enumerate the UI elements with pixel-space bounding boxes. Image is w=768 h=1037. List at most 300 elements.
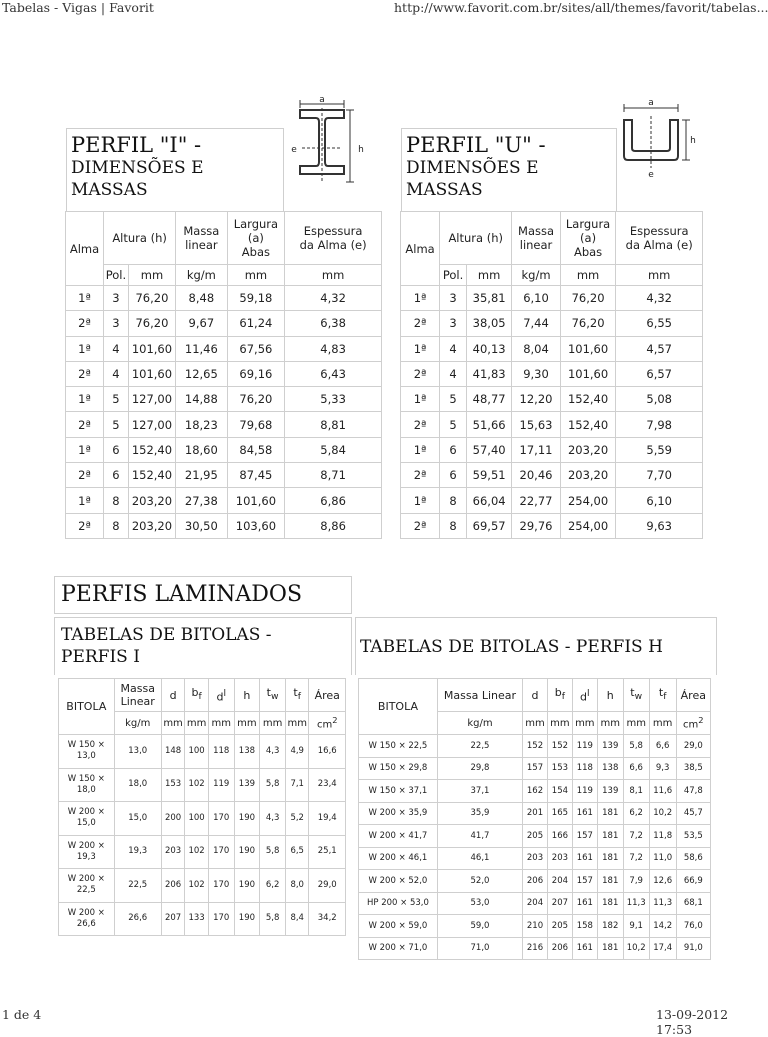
perfil-i-title-box: [66, 128, 284, 213]
table-cell: 7,98: [616, 412, 703, 437]
table-cell: 6,6: [623, 757, 649, 780]
table-cell: 76,20: [227, 387, 285, 412]
table-cell: 138: [234, 735, 260, 769]
table-cell: 3: [440, 286, 467, 311]
table-cell: 203: [161, 835, 185, 869]
table-cell: 5: [440, 387, 467, 412]
unit-mm: mm: [285, 265, 382, 286]
table-cell: 7,2: [623, 847, 649, 870]
table-cell: 57,40: [466, 437, 511, 462]
table-row: [401, 513, 703, 538]
table-row: [359, 780, 711, 803]
col-header-massa: Massa linear: [176, 212, 227, 265]
col-header-massa-linear: Massa Linear: [437, 679, 522, 712]
table-cell: 7,2: [623, 825, 649, 848]
col-header-h: h: [597, 679, 623, 712]
table-cell: 182: [597, 915, 623, 938]
table-cell: 102: [185, 768, 209, 802]
table-cell: 181: [597, 847, 623, 870]
table-row: [66, 463, 382, 488]
perfil-u-subtitle-1: DIMENSÕES E: [406, 158, 539, 178]
table-cell: 101,60: [128, 336, 175, 361]
table-cell: 9,67: [176, 311, 227, 336]
table-cell: W 200 × 52,0: [359, 870, 438, 893]
laminados-h-title: TABELAS DE BITOLAS - PERFIS H: [360, 637, 663, 657]
table-cell: 5,2: [285, 802, 309, 836]
perfil-u-title-box: [401, 128, 617, 213]
table-cell: 148: [161, 735, 185, 769]
col-header-bf: $b_f$: [547, 679, 572, 712]
table-cell: 47,8: [676, 780, 710, 803]
col-header-largura: Largura (a) Abas: [227, 212, 285, 265]
table-cell: 8: [440, 513, 467, 538]
table-cell: 165: [547, 802, 572, 825]
table-row: [359, 735, 711, 758]
table-cell: 58,6: [676, 847, 710, 870]
cell-bitola: W 200 × 26,6: [59, 902, 115, 936]
table-cell: W 200 × 59,0: [359, 915, 438, 938]
table-cell: 158: [572, 915, 597, 938]
table-cell: 205: [547, 915, 572, 938]
table-cell: 17,11: [512, 437, 560, 462]
table-cell: 152,40: [128, 437, 175, 462]
table-cell: 11,46: [176, 336, 227, 361]
table-cell: 162: [523, 780, 548, 803]
col-header-massa: Massa linear: [512, 212, 560, 265]
table-cell: 216: [523, 937, 548, 960]
table-cell: 203,20: [560, 463, 616, 488]
table-cell: 6,43: [285, 361, 382, 386]
table-cell: 153: [161, 768, 185, 802]
perfil-u-subtitle-2: MASSAS: [406, 180, 483, 200]
unit-mm: mm: [208, 712, 234, 735]
col-header-massa: Massa Linear: [114, 679, 161, 712]
table-cell: 2ª: [401, 513, 440, 538]
table-cell: 8: [104, 513, 129, 538]
col-header-area: Área: [676, 679, 710, 712]
table-cell: 84,58: [227, 437, 285, 462]
col-header-bitola: BITOLA: [359, 679, 438, 735]
table-cell: 53,0: [437, 892, 522, 915]
table-cell: 203,20: [128, 488, 175, 513]
col-header-espessura: Espessura da Alma (e): [285, 212, 382, 265]
table-cell: 29,76: [512, 513, 560, 538]
table-cell: 6,86: [285, 488, 382, 513]
table-cell: 2ª: [66, 412, 104, 437]
col-header-area: Área: [309, 679, 346, 712]
table-cell: 67,56: [227, 336, 285, 361]
perfil-i-diagram-icon: [286, 94, 370, 186]
table-cell: 1ª: [401, 286, 440, 311]
laminados-h-title-box: [355, 617, 717, 675]
table-cell: 138: [597, 757, 623, 780]
table-cell: 11,6: [649, 780, 676, 803]
col-header-altura: Altura (h): [104, 212, 176, 265]
table-cell: 4: [440, 361, 467, 386]
table-cell: 69,57: [466, 513, 511, 538]
table-cell: 4,57: [616, 336, 703, 361]
table-cell: W 150 × 22,5: [359, 735, 438, 758]
col-header-tw: $t_w$: [260, 679, 286, 712]
table-cell: 206: [547, 937, 572, 960]
table-cell: 21,95: [176, 463, 227, 488]
unit-mm: mm: [260, 712, 286, 735]
unit-kgm: kg/m: [114, 712, 161, 735]
table-cell: 59,18: [227, 286, 285, 311]
col-header-bitola: BITOLA: [59, 679, 115, 735]
table-cell: 51,66: [466, 412, 511, 437]
table-row: [59, 735, 346, 769]
table-cell: 118: [208, 735, 234, 769]
table-row: [66, 361, 382, 386]
table-cell: 11,0: [649, 847, 676, 870]
table-cell: 12,6: [649, 870, 676, 893]
unit-mm: mm: [597, 712, 623, 735]
table-cell: 6,10: [512, 286, 560, 311]
table-cell: 207: [547, 892, 572, 915]
table-cell: 59,0: [437, 915, 522, 938]
table-cell: 9,3: [649, 757, 676, 780]
table-cell: 6,55: [616, 311, 703, 336]
table-cell: 203,20: [560, 437, 616, 462]
col-header-d: d: [161, 679, 185, 712]
table-cell: 152,40: [128, 463, 175, 488]
table-row: [59, 835, 346, 869]
perfil-i-fig-h: h: [358, 145, 364, 155]
table-row: [66, 513, 382, 538]
table-cell: 76,20: [128, 286, 175, 311]
table-cell: 200: [161, 802, 185, 836]
table-cell: 6,38: [285, 311, 382, 336]
perfil-u-fig-h: h: [690, 136, 696, 146]
unit-pol: Pol.: [440, 265, 467, 286]
col-header-alma: Alma: [66, 212, 104, 286]
table-cell: W 200 × 41,7: [359, 825, 438, 848]
table-cell: 34,2: [309, 902, 346, 936]
perfil-i-table: [65, 211, 382, 539]
table-cell: 101,60: [227, 488, 285, 513]
table-cell: 6,57: [616, 361, 703, 386]
table-cell: 139: [234, 768, 260, 802]
table-cell: 6: [104, 437, 129, 462]
table-cell: 18,60: [176, 437, 227, 462]
table-cell: 206: [523, 870, 548, 893]
perfil-i-subtitle-1: DIMENSÕES E: [71, 158, 204, 178]
table-cell: 190: [234, 902, 260, 936]
table-row: [66, 437, 382, 462]
table-cell: 161: [572, 892, 597, 915]
table-cell: 18,23: [176, 412, 227, 437]
table-row: [401, 387, 703, 412]
table-cell: 46,1: [437, 847, 522, 870]
table-cell: 181: [597, 892, 623, 915]
laminados-title-box: [54, 576, 352, 614]
table-cell: 4,3: [260, 802, 286, 836]
table-cell: 254,00: [560, 513, 616, 538]
table-cell: 206: [161, 869, 185, 903]
table-row: [401, 412, 703, 437]
table-cell: 205: [523, 825, 548, 848]
table-cell: 41,83: [466, 361, 511, 386]
perfil-i-fig-a: a: [319, 95, 325, 105]
table-cell: 8,4: [285, 902, 309, 936]
table-cell: 3: [440, 311, 467, 336]
table-cell: 2ª: [66, 463, 104, 488]
table-cell: 22,5: [437, 735, 522, 758]
table-cell: 204: [523, 892, 548, 915]
table-cell: 1ª: [66, 286, 104, 311]
col-header-altura: Altura (h): [440, 212, 512, 265]
table-cell: 76,20: [128, 311, 175, 336]
table-cell: 4,3: [260, 735, 286, 769]
table-row: [401, 463, 703, 488]
table-cell: 6: [104, 463, 129, 488]
print-header-url: http://www.favorit.com.br/sites/all/themes/favorit/tabelas...: [394, 0, 768, 15]
table-cell: 22,77: [512, 488, 560, 513]
table-cell: 1ª: [401, 488, 440, 513]
table-cell: 8: [104, 488, 129, 513]
unit-cm2: $cm^2$: [676, 712, 710, 735]
table-cell: 13,0: [114, 735, 161, 769]
table-row: [66, 488, 382, 513]
table-cell: 11,3: [623, 892, 649, 915]
table-cell: 190: [234, 835, 260, 869]
table-cell: 7,44: [512, 311, 560, 336]
table-cell: 5,8: [623, 735, 649, 758]
table-cell: 26,6: [114, 902, 161, 936]
table-cell: 40,13: [466, 336, 511, 361]
table-row: [59, 768, 346, 802]
table-cell: 8,48: [176, 286, 227, 311]
table-cell: 10,2: [623, 937, 649, 960]
col-header-h: h: [234, 679, 260, 712]
unit-mm: mm: [128, 265, 175, 286]
table-cell: 5,84: [285, 437, 382, 462]
table-cell: 38,5: [676, 757, 710, 780]
table-cell: 9,1: [623, 915, 649, 938]
unit-mm: mm: [649, 712, 676, 735]
unit-kgm: kg/m: [437, 712, 522, 735]
table-cell: 5,33: [285, 387, 382, 412]
unit-mm: mm: [285, 712, 309, 735]
table-cell: 19,3: [114, 835, 161, 869]
table-row: [359, 847, 711, 870]
table-cell: 53,5: [676, 825, 710, 848]
table-cell: 2ª: [401, 361, 440, 386]
col-header-dl: $d^l$: [572, 679, 597, 712]
table-cell: 10,2: [649, 802, 676, 825]
table-cell: 41,7: [437, 825, 522, 848]
table-cell: 7,70: [616, 463, 703, 488]
table-cell: 1ª: [401, 437, 440, 462]
table-cell: 203,20: [128, 513, 175, 538]
table-row: [401, 488, 703, 513]
table-cell: 161: [572, 937, 597, 960]
table-cell: 6: [440, 463, 467, 488]
table-cell: 152,40: [560, 412, 616, 437]
unit-mm: mm: [547, 712, 572, 735]
table-cell: 166: [547, 825, 572, 848]
print-header-title: Tabelas - Vigas | Favorit: [2, 0, 154, 15]
table-cell: 100: [185, 802, 209, 836]
table-row: [59, 869, 346, 903]
table-cell: 5: [104, 387, 129, 412]
table-cell: 6,2: [623, 802, 649, 825]
table-cell: 29,0: [676, 735, 710, 758]
table-cell: 103,60: [227, 513, 285, 538]
table-cell: 181: [597, 825, 623, 848]
table-cell: 119: [572, 780, 597, 803]
table-row: [359, 802, 711, 825]
table-cell: 1ª: [401, 336, 440, 361]
table-row: [401, 437, 703, 462]
table-cell: W 150 × 29,8: [359, 757, 438, 780]
table-cell: 76,0: [676, 915, 710, 938]
table-cell: 157: [572, 825, 597, 848]
table-row: [66, 311, 382, 336]
table-cell: 76,20: [560, 311, 616, 336]
table-cell: 2ª: [66, 311, 104, 336]
table-cell: 25,1: [309, 835, 346, 869]
table-cell: 87,45: [227, 463, 285, 488]
table-row: [66, 286, 382, 311]
table-cell: 157: [572, 870, 597, 893]
print-footer-datetime: 13-09-2012 17:53: [656, 1007, 729, 1037]
table-cell: 11,8: [649, 825, 676, 848]
table-cell: 59,51: [466, 463, 511, 488]
table-cell: 4: [104, 361, 129, 386]
table-cell: 8,81: [285, 412, 382, 437]
table-cell: 6,6: [649, 735, 676, 758]
table-cell: 127,00: [128, 412, 175, 437]
table-cell: 17,4: [649, 937, 676, 960]
table-cell: W 200 × 46,1: [359, 847, 438, 870]
col-header-largura: Largura (a) Abas: [560, 212, 616, 265]
table-cell: HP 200 × 53,0: [359, 892, 438, 915]
table-cell: 207: [161, 902, 185, 936]
col-header-tf: $t_f$: [649, 679, 676, 712]
table-cell: 5,8: [260, 902, 286, 936]
table-cell: 5: [440, 412, 467, 437]
unit-mm: mm: [234, 712, 260, 735]
table-cell: 139: [597, 735, 623, 758]
table-cell: 29,8: [437, 757, 522, 780]
table-cell: 7,1: [285, 768, 309, 802]
table-cell: 254,00: [560, 488, 616, 513]
table-cell: 23,4: [309, 768, 346, 802]
table-cell: 76,20: [560, 286, 616, 311]
table-cell: 16,6: [309, 735, 346, 769]
table-cell: 8,1: [623, 780, 649, 803]
table-cell: 2ª: [401, 412, 440, 437]
table-cell: 29,0: [309, 869, 346, 903]
table-cell: 3: [104, 311, 129, 336]
table-cell: 119: [572, 735, 597, 758]
table-cell: 5,59: [616, 437, 703, 462]
table-cell: 190: [234, 802, 260, 836]
table-cell: 119: [208, 768, 234, 802]
col-header-dl: $d^l$: [208, 679, 234, 712]
table-cell: 91,0: [676, 937, 710, 960]
col-header-tw: $t_w$: [623, 679, 649, 712]
table-cell: 14,2: [649, 915, 676, 938]
table-cell: 210: [523, 915, 548, 938]
table-cell: 6,10: [616, 488, 703, 513]
laminados-i-title-box: [54, 617, 352, 675]
table-cell: 30,50: [176, 513, 227, 538]
table-cell: 35,9: [437, 802, 522, 825]
unit-kgm: kg/m: [176, 265, 227, 286]
table-cell: 14,88: [176, 387, 227, 412]
table-row: [66, 412, 382, 437]
table-cell: 37,1: [437, 780, 522, 803]
unit-kgm: kg/m: [512, 265, 560, 286]
table-cell: 4: [440, 336, 467, 361]
unit-cm2: $cm^2$: [309, 712, 346, 735]
table-cell: 204: [547, 870, 572, 893]
table-cell: 12,20: [512, 387, 560, 412]
table-row: [359, 937, 711, 960]
unit-mm: mm: [466, 265, 511, 286]
table-cell: 69,16: [227, 361, 285, 386]
table-cell: 1ª: [66, 336, 104, 361]
table-cell: 1ª: [401, 387, 440, 412]
table-cell: 18,0: [114, 768, 161, 802]
table-cell: W 150 × 37,1: [359, 780, 438, 803]
perfil-i-title: PERFIL "I" -: [71, 133, 202, 157]
table-cell: 100: [185, 735, 209, 769]
table-row: [359, 825, 711, 848]
table-cell: 133: [185, 902, 209, 936]
table-cell: 68,1: [676, 892, 710, 915]
col-header-alma: Alma: [401, 212, 440, 286]
table-cell: 66,04: [466, 488, 511, 513]
table-cell: 190: [234, 869, 260, 903]
perfil-u-table: [400, 211, 703, 539]
col-header-d: d: [523, 679, 548, 712]
table-cell: 35,81: [466, 286, 511, 311]
table-cell: 101,60: [560, 336, 616, 361]
table-cell: 152: [547, 735, 572, 758]
table-cell: 2ª: [66, 513, 104, 538]
table-cell: 6,2: [260, 869, 286, 903]
table-cell: 154: [547, 780, 572, 803]
table-row: [359, 757, 711, 780]
table-cell: 6: [440, 437, 467, 462]
table-cell: 5: [104, 412, 129, 437]
table-cell: 170: [208, 802, 234, 836]
table-cell: 2ª: [66, 361, 104, 386]
table-cell: W 200 × 71,0: [359, 937, 438, 960]
table-cell: 1ª: [66, 437, 104, 462]
table-cell: 203: [523, 847, 548, 870]
table-cell: 11,3: [649, 892, 676, 915]
table-cell: 203: [547, 847, 572, 870]
perfil-u-fig-e: e: [648, 170, 654, 180]
table-cell: 8: [440, 488, 467, 513]
table-cell: 8,0: [285, 869, 309, 903]
table-cell: 4,9: [285, 735, 309, 769]
table-row: [359, 915, 711, 938]
table-cell: 101,60: [128, 361, 175, 386]
table-cell: 5,8: [260, 768, 286, 802]
table-cell: 118: [572, 757, 597, 780]
perfis-h-bitolas-table: [358, 678, 711, 960]
table-cell: 5,8: [260, 835, 286, 869]
perfil-u-fig-a: a: [648, 98, 654, 108]
perfis-i-bitolas-table: [58, 678, 346, 936]
table-cell: 4,83: [285, 336, 382, 361]
